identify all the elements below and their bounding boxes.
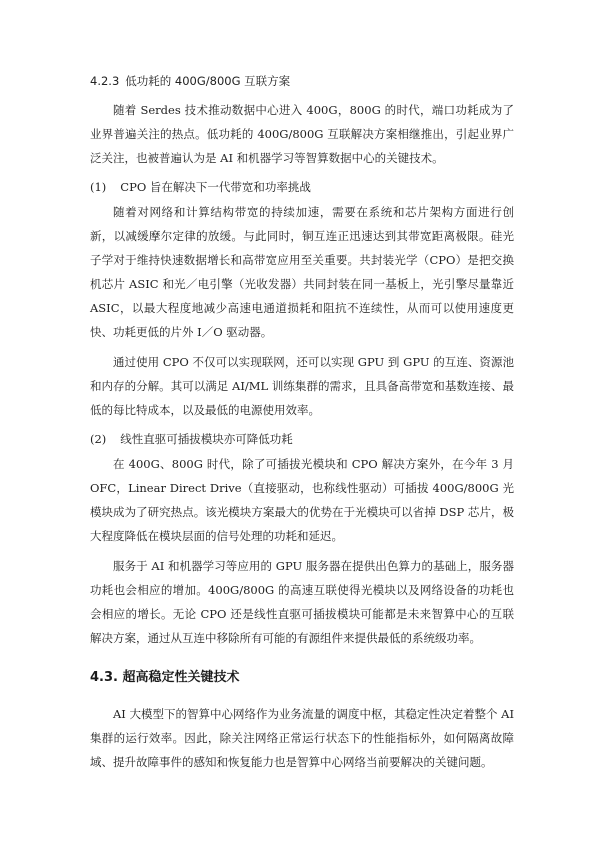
subsection-title: 低功耗的 400G/800G 互联方案 xyxy=(125,74,291,88)
paragraph: 服务于 AI 和机器学习等应用的 GPU 服务器在提供出色算力的基础上，服务器功耗也会相应的增加。400G/800G 的高速互联使得光模块以及网络设备的功耗也会相应的增长。无论 CPO 还是线性直驱可插拔模块可能都是未来智算中心的互联解决方案，通过从互连中移除所有可能的有源组件来提供最低的系统级功率。 xyxy=(90,559,514,645)
section-heading: 4.3. 超高稳定性关键技术 xyxy=(90,670,240,685)
subsection-number: 4.2.3 xyxy=(90,74,120,88)
subsection-heading xyxy=(90,72,514,90)
item-heading-linear-drive xyxy=(90,428,514,450)
item-heading-cpo xyxy=(90,176,514,198)
paragraph: 在 400G、800G 时代，除了可插拔光模块和 CPO 解决方案外，在今年 3 月 OFC，Linear Direct Drive（直接驱动，也称线性驱动）可插拔 400G/800G 光模块成为了研究热点。该光模块方案最大的优势在于光模块可以省掉 DSP 芯片，极大程度降低在模块层面的信号处理的功耗和延迟。 xyxy=(90,457,514,543)
item-title: 线性直驱可插拔模块亦可降低功耗 xyxy=(120,432,293,446)
paragraph: 通过使用 CPO 不仅可以实现联网，还可以实现 GPU 到 GPU 的互连、资源池和内存的分解。其可以满足 AI/ML 训练集群的需求，且具备高带宽和基数连接、最低的每比特成本，以及最低的电源使用效率。 xyxy=(90,355,514,417)
item-number: (2) xyxy=(90,432,107,446)
page-content xyxy=(90,72,514,780)
item-number: (1) xyxy=(90,180,107,194)
paragraph: AI 大模型下的智算中心网络作为业务流量的调度中枢，其稳定性决定着整个 AI 集群的运行效率。因此，除关注网络正常运行状态下的性能指标外，如何隔离故障域、提升故障事件的感知和恢复能力也是智算中心网络当前要解决的关键问题。 xyxy=(90,707,515,769)
paragraph: 随着 Serdes 技术推动数据中心进入 400G，800G 的时代，端口功耗成为了业界普遍关注的热点。低功耗的 400G/800G 互联解决方案相继推出，引起业界广泛关注，也被普遍认为是 AI 和机器学习等智算数据中心的关键技术。 xyxy=(90,103,514,165)
paragraph: 随着对网络和计算结构带宽的持续加速，需要在系统和芯片架构方面进行创新，以减缓摩尔定律的放缓。与此同时，铜互连正迅速达到其带宽距离极限。硅光子学对于维持快速数据增长和高带宽应用至关重要。共封装光学（CPO）是把交换机芯片 ASIC 和光／电引擎（光收发器）共同封装在同一基板上，光引擎尽量靠近 ASIC，以最大程度地减少高速电通道损耗和阻抗不连续性，从而可以使用速度更快、功耗更低的片外 I／O 驱动器。 xyxy=(90,205,514,339)
item-title: CPO 旨在解决下一代带宽和功率挑战 xyxy=(120,180,311,194)
